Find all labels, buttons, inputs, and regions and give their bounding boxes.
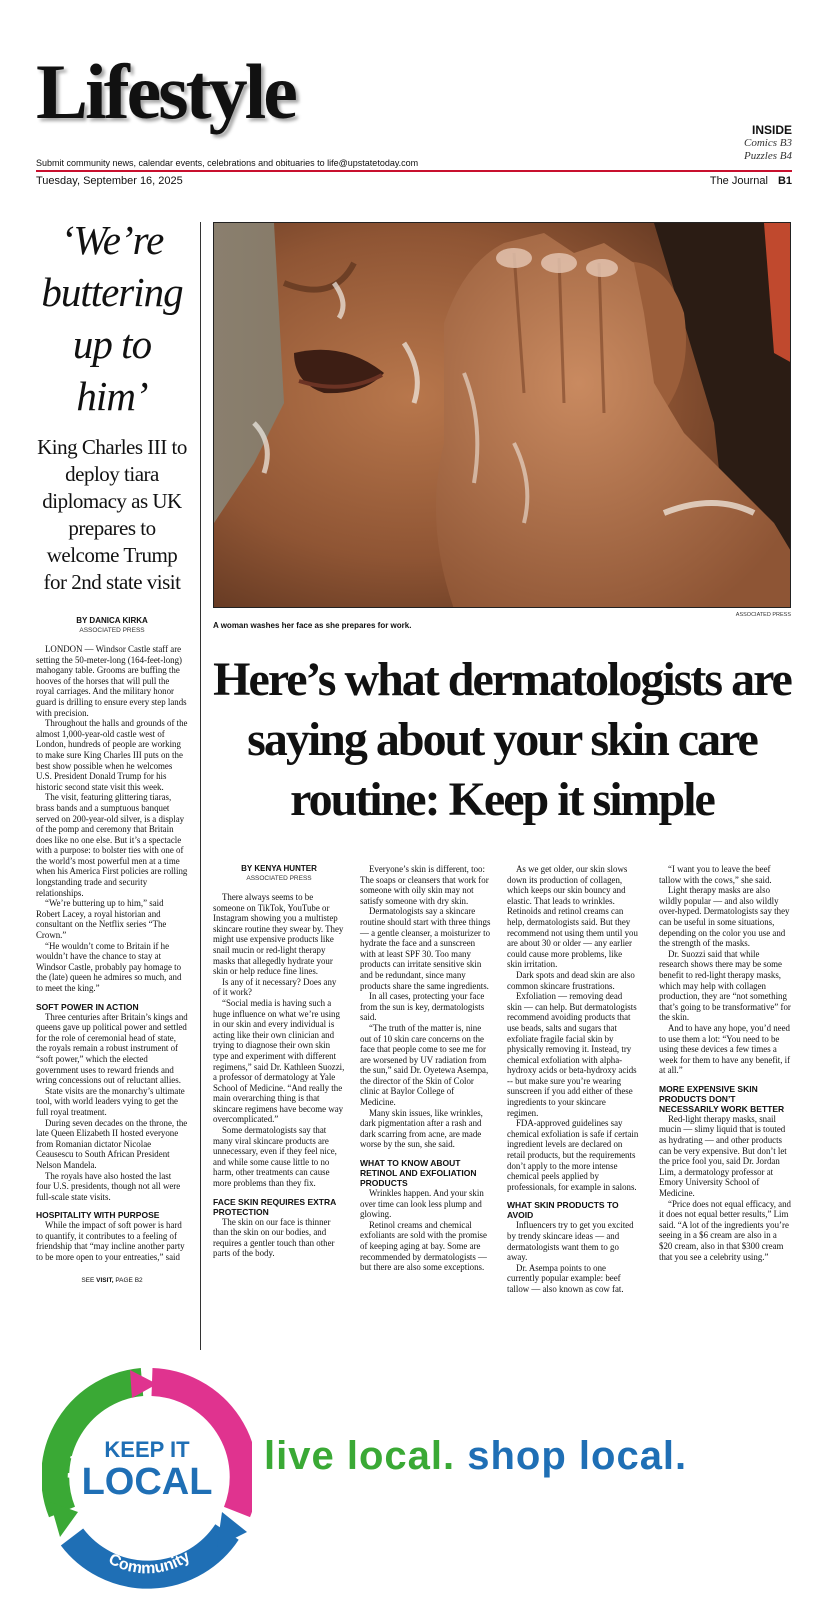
photo-credit: ASSOCIATED PRESS bbox=[735, 612, 791, 618]
main-story bbox=[213, 864, 791, 1354]
paragraph: There always seems to be someone on TikTok, YouTube or Instagram showing you a multistep skincare routine they swear by. They might use expensive products like snail mucin or red-light therapy masks that allegedly hydrate your skin or help reduce fine lines. bbox=[213, 892, 344, 977]
logo-keep-it: KEEP IT bbox=[104, 1437, 190, 1462]
main-headline: Here’s what dermatologists are saying about your skin care routine: Keep it simple bbox=[213, 653, 791, 826]
inside-item-puzzles: Puzzles B4 bbox=[744, 150, 792, 162]
inside-label: INSIDE bbox=[751, 123, 792, 137]
paragraph: Dermatologists say a skincare routine should start with three things — a gentle cleanser, a moisturizer to hydrate the face and a sunscreen with at least SPF 30. Too many products can irritate sensitive skin and be redundant, since many products share the same ingredients. bbox=[360, 906, 491, 991]
left-story bbox=[36, 214, 188, 1284]
paragraph: The visit, featuring glittering tiaras, brass bands and a sumptuous banquet served on 200-year-old silver, is a display of the pomp and ceremony that Britain does like no one else. But it’s a spectacle with a purpose: to bolster ties with one of the world’s most powerful men at a time when his America First policies are rolling longstanding trade and security relationships. bbox=[36, 792, 188, 898]
inside-item-comics: Comics B3 bbox=[744, 137, 792, 149]
keep-it-local-ad[interactable] bbox=[36, 1362, 792, 1602]
paper-name: The Journal bbox=[709, 175, 768, 187]
paragraph: Red-light therapy masks, snail mucin — slimy liquid that is touted as hydrating — and other products can be very expensive. But don’t let the price fool you, said Dr. Jordan Lim, a dermatology professor at Emory University School of Medicine. bbox=[659, 1113, 787, 1199]
paragraph: Dark spots and dead skin are also common skincare frustrations. bbox=[507, 969, 635, 991]
byline-agency: ASSOCIATED PRESS bbox=[246, 875, 312, 882]
masthead-rule bbox=[36, 170, 792, 172]
subhead: MORE EXPENSIVE SKIN PRODUCTS DON’T NECESSARILY WORK BETTER bbox=[659, 1083, 785, 1114]
publication-info bbox=[710, 175, 792, 187]
paragraph: During seven decades on the throne, the late Queen Elizabeth II hosted everyone from Romanian dictator Nicolae Ceausescu to South African President Nelson Mandela. bbox=[36, 1117, 188, 1170]
jump-line[interactable] bbox=[36, 1277, 188, 1284]
paragraph: “I want you to leave the beef tallow with the cows,” she said. bbox=[659, 864, 772, 885]
byline: BY KENYA HUNTER bbox=[241, 864, 317, 873]
paragraph: “Social media is having such a huge influence on what we’re using in our skin and every individual is acting like their own clinician and trying to diagnose their own skin type and experiment with different regimens,” said Dr. Kathleen Suozzi, a professor of dermatology at Yale School of Medicine. “And really the main overarching thing is that skincare regimens have become way overcomplicated.” bbox=[213, 997, 345, 1125]
paragraph: Retinol creams and chemical exfoliants are sold with the promise of keeping aging at bay. Some are recommended by dermatologists — but there are also some exceptions. bbox=[360, 1219, 487, 1273]
subhead: SOFT POWER IN ACTION bbox=[36, 1001, 139, 1012]
paragraph: Wrinkles happen. And your skin over time can look less plump and glowing. bbox=[360, 1188, 484, 1220]
section-title: Lifestyle bbox=[36, 48, 295, 135]
keep-it-local-logo bbox=[42, 1362, 252, 1602]
inside-box bbox=[744, 124, 792, 163]
subhead: HOSPITALITY WITH PURPOSE bbox=[36, 1210, 160, 1221]
jump-prefix: SEE bbox=[81, 1276, 95, 1284]
subhead: WHAT TO KNOW ABOUT RETINOL AND EXFOLIATION PRODUCTS bbox=[360, 1158, 477, 1189]
photo-caption: A woman washes her face as she prepares for work. bbox=[213, 621, 412, 630]
paragraph: “The truth of the matter is, nine out of 10 skin care concerns on the face that people come to see me for are worsened by UV radiation from the sun,” said Dr. Oyetewa Asempa, the director of the Skin of Color clinic at Baylor College of Medicine. bbox=[360, 1022, 489, 1108]
paragraph: “Price does not equal efficacy, and it does not equal better results,” Lim said. “A lot of the ingredients you’re seeing in a $6 cream are also in a $20 cream, also in that $300 cream that you see a celebrity using.” bbox=[659, 1198, 791, 1262]
slogan-shop-local: shop local. bbox=[467, 1434, 688, 1478]
jump-page: PAGE B2 bbox=[115, 1276, 143, 1284]
paragraph: LONDON — Windsor Castle staff are setting the 50-meter-long (164-feet-long) mahogany table. Grooms are buffing the hooves of the horses that will pull the royal carriages. And the military honor guard is drilling to ensure every step lands with precision. bbox=[36, 644, 187, 718]
issue-date: Tuesday, September 16, 2025 bbox=[36, 175, 183, 187]
paragraph: The royals have also hosted the last four U.S. presidents, though not all were full-scale state visits. bbox=[36, 1170, 181, 1202]
story-column-3 bbox=[507, 864, 639, 1295]
woman-washing-face-photo bbox=[213, 222, 791, 608]
slogan-live-local: live local. bbox=[264, 1434, 456, 1478]
paragraph: In all cases, protecting your face from the sun is key, dermatologists said. bbox=[360, 991, 485, 1023]
submit-info: Submit community news, calendar events, celebrations and obituaries to life@upstatetoday.com bbox=[36, 158, 419, 168]
byline-agency: ASSOCIATED PRESS bbox=[79, 627, 145, 634]
logo-local: LOCAL bbox=[81, 1461, 213, 1503]
quote-headline: ‘We’re buttering up to him’ bbox=[41, 217, 183, 419]
column-divider bbox=[200, 222, 201, 1350]
subhead: FACE SKIN REQUIRES EXTRA PROTECTION bbox=[213, 1196, 336, 1217]
story-column-1 bbox=[213, 864, 345, 1259]
paragraph: State visits are the monarchy’s ultimate tool, with world leaders vying to get the full royal treatment. bbox=[36, 1085, 185, 1117]
paragraph: “He wouldn’t come to Britain if he wouldn’t have the chance to stay at Windsor Castle, probably pay homage to the (late) queen he admires so much, and to meet the king.” bbox=[36, 940, 182, 993]
paragraph: “We’re buttering up to him,” said Robert Lacey, a royal historian and consultant on the Netflix series “The Crown.” bbox=[36, 898, 167, 941]
paragraph: Some dermatologists say that many viral skincare products are unnecessary, even if they feel nice, and while some cause little to no harm, other treatments can cause more problems than they fix. bbox=[213, 1125, 337, 1189]
ring-word-community: Community bbox=[105, 1548, 194, 1578]
jump-word: VISIT, bbox=[96, 1276, 114, 1284]
paragraph: Throughout the halls and grounds of the almost 1,000-year-old castle west of London, hundreds of people are working to make sure King Charles III puts on the best show possible when he welcomes U.S. President Donald Trump for his historic second state visit this week. bbox=[36, 718, 188, 792]
ad-slogan bbox=[264, 1434, 687, 1479]
page-number: B1 bbox=[777, 175, 792, 187]
story-column-4 bbox=[659, 864, 791, 1262]
paragraph: Exfoliation — removing dead skin — can help. But dermatologists recommend avoiding products that use beads, salts and sugars that exfoliate fragile facial skin by physically removing it. Instead, try chemical exfoliation with alpha-hydroxy acids or beta-hydroxy acids -- but make sure you’re wearing sunscreen if you add either of these ingredients to your skincare regimen. bbox=[507, 991, 637, 1118]
byline: BY DANICA KIRKA bbox=[76, 616, 148, 625]
ring-word-jobs: Jobs bbox=[65, 1439, 92, 1482]
paragraph: Dr. Suozzi said that while research shows there may be some benefit to red-light therapy masks, which may help with collagen production, they are “not something that’s going to be transformative” for the skin. bbox=[659, 948, 791, 1023]
story-body bbox=[36, 644, 188, 1263]
paragraph: Light therapy masks are also wildly popular — and also wildly over-hyped. Dermatologists say they can be useful in some situations, depending on the color you use and the strength of the masks. bbox=[659, 885, 790, 949]
paragraph: As we get older, our skin slows down its production of collagen, which keeps our skin bouncy and elastic. That leads to wrinkles. Retinoids and retinol creams can help, dermatologists said. But they recommend not using them until you are about 30 or older — any earlier could cause more problems, like skin irritation. bbox=[507, 864, 638, 970]
paragraph: Three centuries after Britain’s kings and queens gave up political power and settled for the role of ceremonial head of state, the royals remain a robust instrument of “soft power,” which the elected government uses to reward friends and wring concessions out of reluctant allies. bbox=[36, 1011, 188, 1086]
paragraph: Influencers try to get you excited by trendy skincare ideas — and dermatologists want them to go away. bbox=[507, 1220, 634, 1263]
paragraph: Many skin issues, like wrinkles, dark pigmentation after a rash and dark scarring from acne, are made worse by the sun, she said. bbox=[360, 1107, 483, 1150]
paragraph: FDA-approved guidelines say chemical exfoliation is safe if certain ingredient levels are declared on retail products, but the requirements don’t apply to the more intense chemical peels applied by professionals, for example in salons. bbox=[507, 1118, 639, 1192]
paragraph: Is any of it necessary? Does any of it work? bbox=[213, 976, 337, 998]
paragraph: And to have any hope, you’d need to use them a lot: “You need to be using these devices a few times a week for them to have any benefit, if at all.” bbox=[659, 1022, 791, 1076]
subhead: WHAT SKIN PRODUCTS TO AVOID bbox=[507, 1200, 619, 1221]
paragraph: The skin on our face is thinner than the skin on our bodies, and requires a gentler touch than other parts of the body. bbox=[213, 1216, 335, 1259]
story-deck: King Charles III to deploy tiara diplomacy as UK prepares to welcome Trump for 2nd state visit bbox=[37, 435, 187, 594]
paragraph: Everyone’s skin is different, too: The soaps or cleansers that work for someone with oily skin may not satisfy someone with dry skin. bbox=[360, 864, 489, 906]
paragraph: While the impact of soft power is hard to quantify, it contributes to a feeling of friendship that “may incline another party to be more open to your entreaties,” said bbox=[36, 1220, 185, 1263]
ring-word-business: Business bbox=[164, 1401, 226, 1464]
paragraph: Dr. Asempa points to one currently popular example: beef tallow — also known as cow fat. bbox=[507, 1262, 624, 1294]
story-column-2 bbox=[360, 864, 492, 1273]
